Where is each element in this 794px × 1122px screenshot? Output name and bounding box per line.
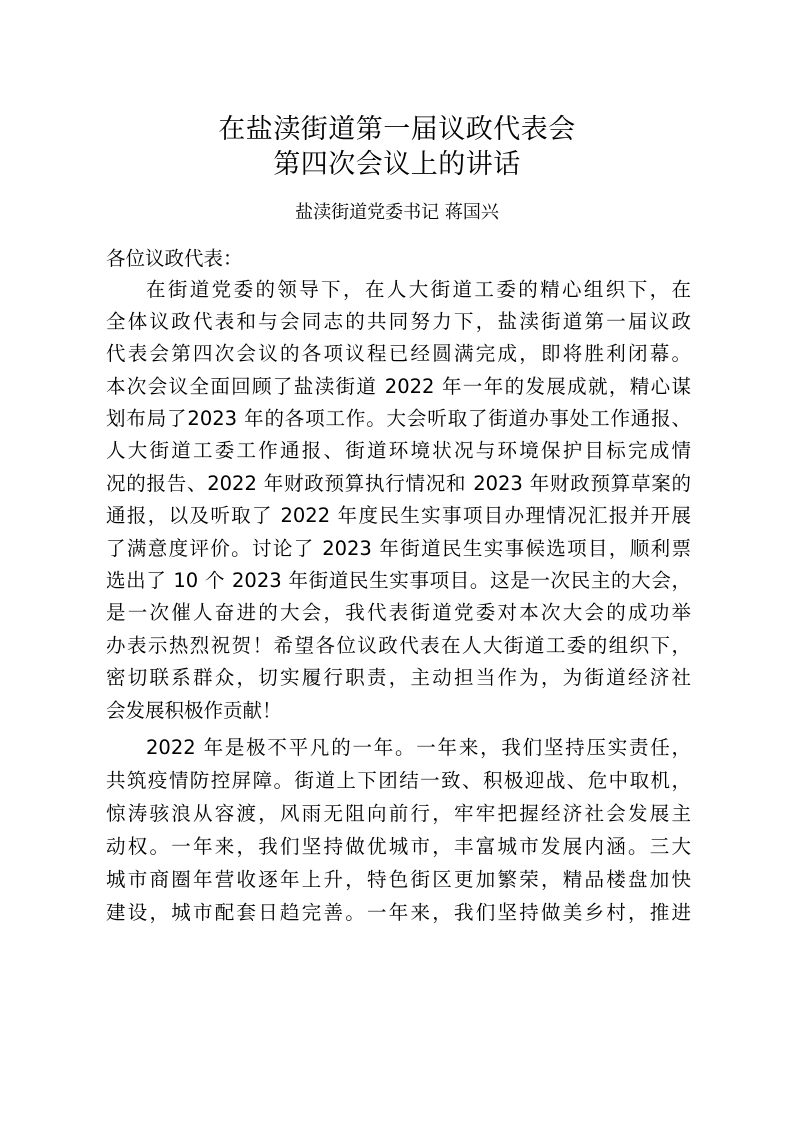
paragraph-2-line-2: 共筑疫情防控屏障。街道上下团结一致、积极迎战、危中取机， <box>106 769 691 792</box>
paragraph-2-line-1: 2022 年是极不平凡的一年。一年来，我们坚持压实责任， <box>146 736 691 759</box>
document-title-line-1: 在盐渎街道第一届议政代表会 <box>218 114 576 145</box>
paragraph-1-line-4: 本次会议全面回顾了盐渎街道 2022 年一年的发展成就，精心谋 <box>106 375 691 398</box>
paragraph-2-line-6: 建设，城市配套日趋完善。一年来，我们坚持做美乡村，推进 <box>106 901 691 924</box>
paragraph-1-line-8: 通报，以及听取了 2022 年度民生实事项目办理情况汇报并开展 <box>106 504 691 527</box>
paragraph-1-line-7: 况的报告、2022 年财政预算执行情况和 2023 年财政预算草案的 <box>106 472 691 495</box>
paragraph-1-line-5: 划布局了2023 年的各项工作。大会听取了街道办事处工作通报、 <box>106 407 691 430</box>
paragraph-1-line-10: 选出了 10 个 2023 年街道民生实事项目。这是一次民主的大会， <box>106 569 691 592</box>
paragraph-1-line-14: 会发展积极作贡献！ <box>106 699 282 722</box>
document-title-line-2: 第四次会议上的讲话 <box>273 149 521 180</box>
paragraph-1-line-11: 是一次催人奋进的大会，我代表街道党委对本次大会的成功举 <box>106 601 691 624</box>
paragraph-2-line-4: 动权。一年来，我们坚持做优城市，丰富城市发展内涵。三大 <box>106 835 691 858</box>
paragraph-1-line-2: 全体议政代表和与会同志的共同努力下，盐渎街道第一届议政 <box>106 310 691 333</box>
paragraph-1-line-12: 办表示热烈祝贺！希望各位议政代表在人大街道工委的组织下， <box>106 634 691 657</box>
paragraph-1-line-1: 在街道党委的领导下，在人大街道工委的精心组织下，在 <box>146 278 691 301</box>
paragraph-1-line-13: 密切联系群众，切实履行职责，主动担当作为，为街道经济社 <box>106 666 691 689</box>
paragraph-1-line-3: 代表会第四次会议的各项议程已经圆满完成，即将胜利闭幕。 <box>106 342 691 365</box>
paragraph-2-line-5: 城市商圈年营收逐年上升，特色街区更加繁荣，精品楼盘加快 <box>106 868 691 891</box>
salutation: 各位议政代表： <box>106 247 243 270</box>
paragraph-1-line-6: 人大街道工委工作通报、街道环境状况与环境保护目标完成情 <box>106 439 691 462</box>
paragraph-2-line-3: 惊涛骇浪从容渡，风雨无阻向前行，牢牢把握经济社会发展主 <box>106 802 691 825</box>
author-line: 盐渎街道党委书记 蒋国兴 <box>295 202 499 223</box>
paragraph-1-line-9: 了满意度评价。讨论了 2023 年街道民生实事候选项目，顺利票 <box>106 537 691 560</box>
